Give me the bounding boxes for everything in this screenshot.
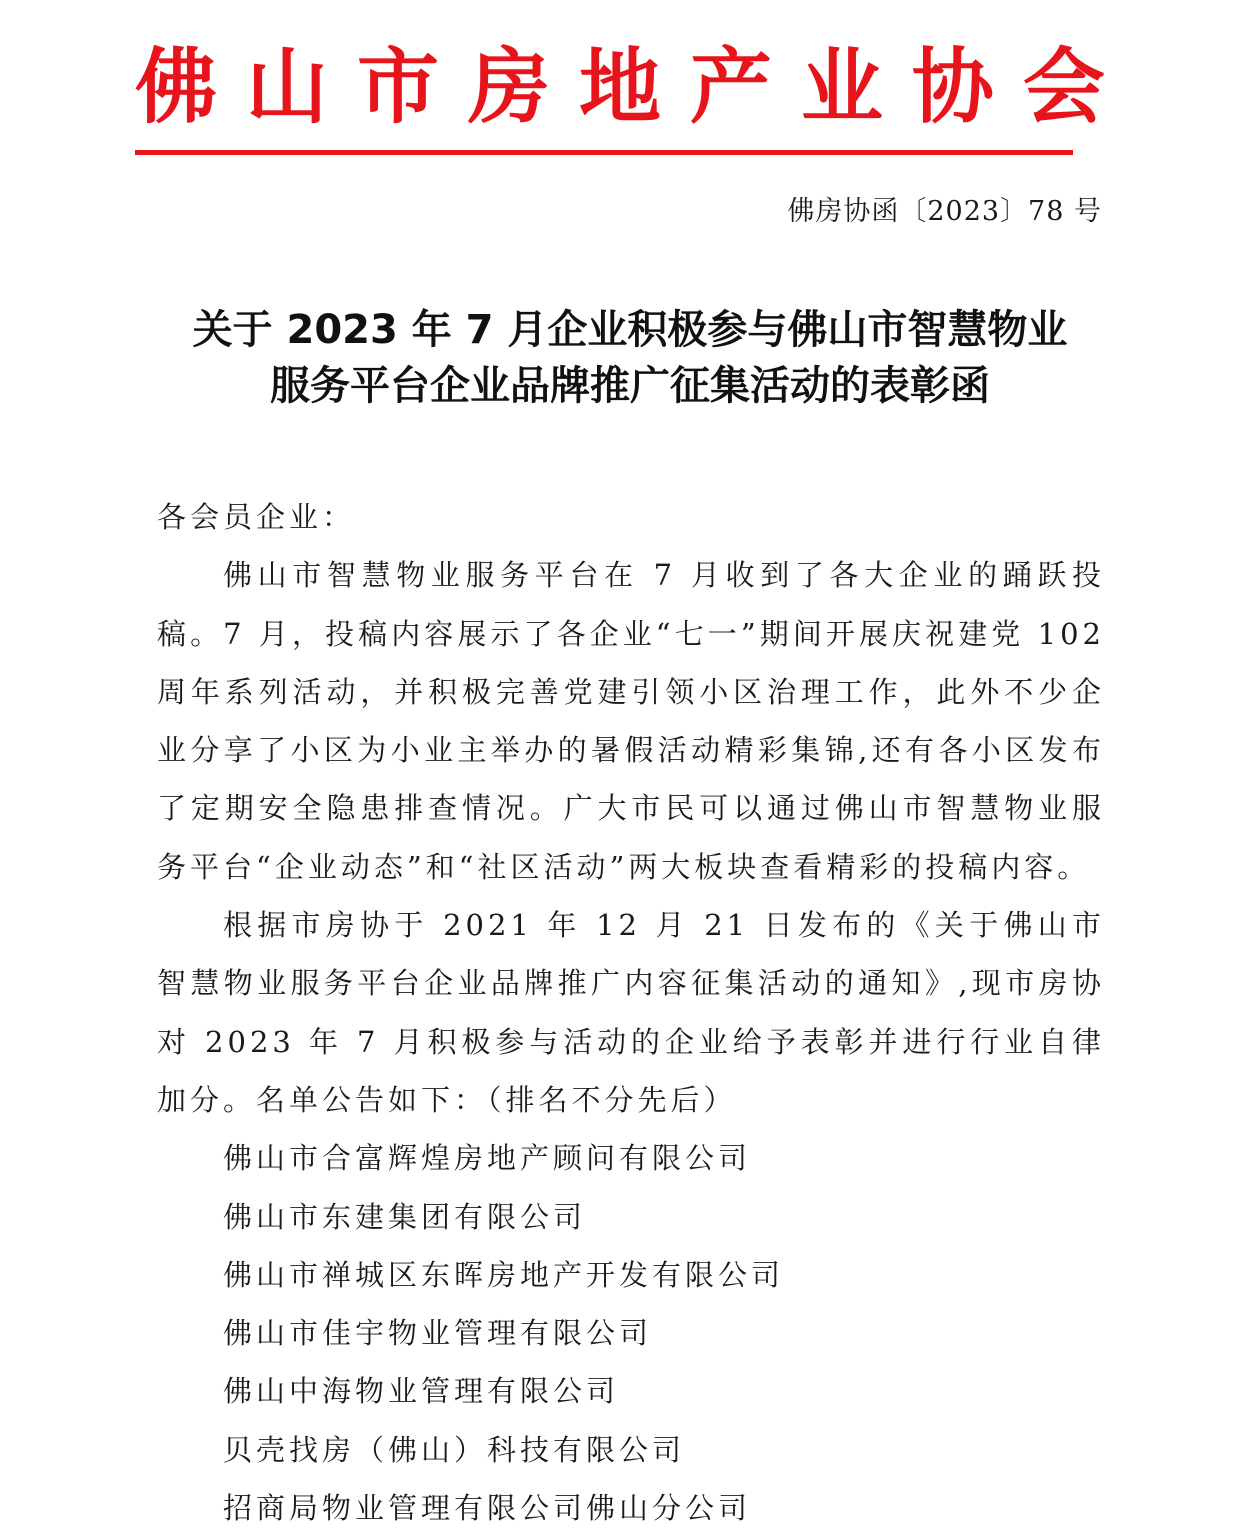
company-item: 招商局物业管理有限公司佛山分公司 xyxy=(223,1491,752,1526)
title-line-2: 服务平台企业品牌推广征集活动的表彰函 xyxy=(270,363,990,409)
document-title xyxy=(140,302,1120,414)
title-line-1: 关于 2023 年 7 月企业积极参与佛山市智慧物业 xyxy=(192,307,1068,353)
company-item: 贝壳找房（佛山）科技有限公司 xyxy=(223,1432,686,1467)
salutation: 各会员企业： xyxy=(157,500,356,534)
company-item: 佛山市东建集团有限公司 xyxy=(223,1199,587,1234)
document-body xyxy=(157,488,1105,1537)
company-item: 佛山市合富辉煌房地产顾问有限公司 xyxy=(223,1141,752,1176)
org-char: 协 xyxy=(911,40,994,135)
org-char: 业 xyxy=(800,40,883,135)
org-char: 产 xyxy=(689,40,772,135)
document-number: 佛房协函〔2023〕78 号 xyxy=(787,196,1102,227)
company-item: 佛山市佳宇物业管理有限公司 xyxy=(223,1316,653,1351)
company-item: 佛山中海物业管理有限公司 xyxy=(223,1374,620,1409)
org-char: 山 xyxy=(245,40,328,135)
org-char: 地 xyxy=(578,40,661,135)
header-divider xyxy=(135,150,1073,155)
company-list xyxy=(157,1129,1105,1537)
organization-header xyxy=(135,38,1105,138)
org-char: 房 xyxy=(467,40,550,135)
org-char: 会 xyxy=(1022,40,1105,135)
body-paragraph-2: 根据市房协于 2021 年 12 月 21 日发布的《关于佛山市智慧物业服务平台企业品牌推广内容征集活动的通知》,现市房协对 2023 年 7 月积极参与活动的企业给予表彰并进行行业自律加分。名单公告如下：（排名不分先后） xyxy=(157,908,1105,1117)
body-paragraph-1: 佛山市智慧物业服务平台在 7 月收到了各大企业的踊跃投稿。7 月，投稿内容展示了各企业“七一”期间开展庆祝建党 102 周年系列活动，并积极完善党建引领小区治理工作，此外不少企业分享了小区为小业主举办的暑假活动精彩集锦,还有各小区发布了定期安全隐患排查情况。广大市民可以通过佛山市智慧物业服务平台“企业动态”和“社区活动”两大板块查看精彩的投稿内容。 xyxy=(157,558,1105,884)
company-item: 佛山市禅城区东晖房地产开发有限公司 xyxy=(223,1257,785,1292)
org-char: 佛 xyxy=(135,40,218,135)
org-char: 市 xyxy=(356,40,439,135)
